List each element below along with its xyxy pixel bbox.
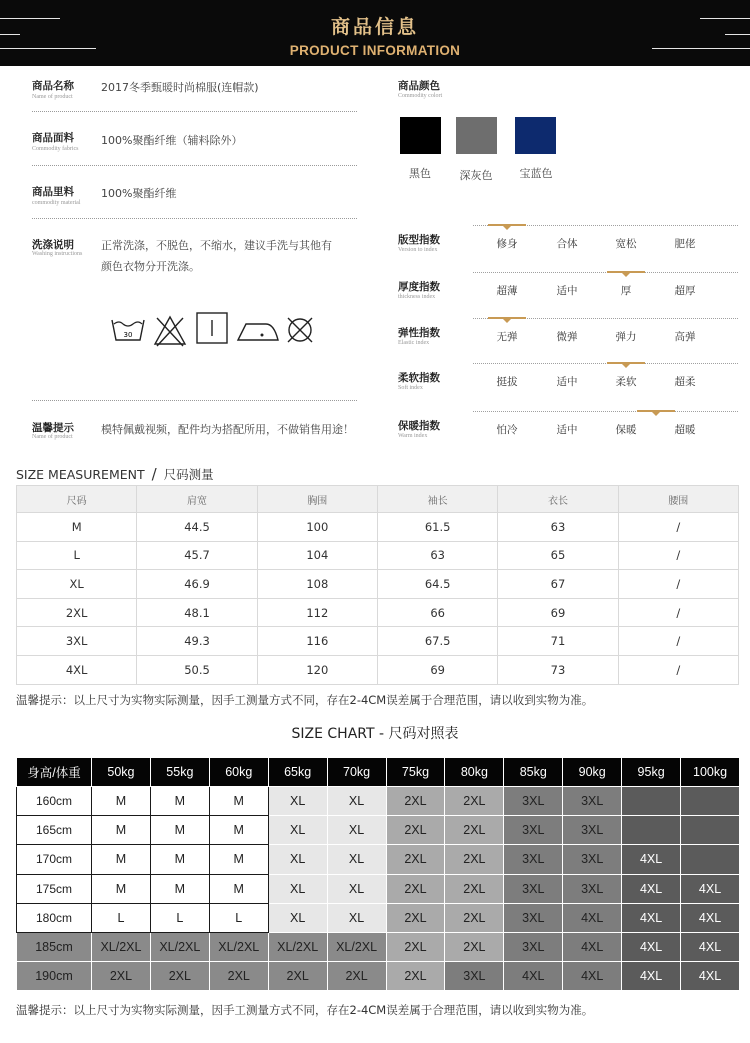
size-chart-cell: 3XL xyxy=(563,845,622,874)
wash-sublabel: Washing instructions xyxy=(32,251,83,257)
measurement-cell: / xyxy=(618,513,738,542)
measurement-cell: 49.3 xyxy=(137,627,257,656)
size-chart-cell: 2XL xyxy=(445,932,504,961)
size-chart-row xyxy=(17,845,740,874)
size-chart-header-cell: 80kg xyxy=(445,758,504,787)
size-chart-cell xyxy=(622,787,681,816)
size-chart-cell: M xyxy=(150,845,209,874)
divider xyxy=(32,218,357,219)
wash-value-line1: 正常洗涤，不脱色，不缩水，建议手洗与其他有 xyxy=(101,239,332,252)
size-chart-cell: 2XL xyxy=(445,874,504,903)
size-chart-cell: M xyxy=(209,874,268,903)
index-selected-marker xyxy=(607,271,645,273)
divider xyxy=(32,165,357,166)
measurement-cell: 73 xyxy=(498,655,618,684)
measurement-cell: 64.5 xyxy=(377,570,497,599)
size-chart-cell: 4XL xyxy=(622,932,681,961)
measurement-cell: 104 xyxy=(257,541,377,570)
color-label: 商品颜色 xyxy=(398,80,440,92)
size-chart-cell: M xyxy=(150,816,209,845)
measurement-title-cn: 尺码测量 xyxy=(163,467,214,482)
measurement-cell: / xyxy=(618,541,738,570)
page-title: 商品信息 xyxy=(330,16,419,38)
size-chart-cell: 4XL xyxy=(681,962,740,991)
index-option: 厚 xyxy=(620,285,632,297)
index-label: 弹性指数 xyxy=(398,327,440,339)
size-chart-header-cell: 65kg xyxy=(268,758,327,787)
size-chart-cell: 2XL xyxy=(386,874,445,903)
measurement-cell: 50.5 xyxy=(137,655,257,684)
size-chart-cell: M xyxy=(92,816,151,845)
size-chart-cell xyxy=(622,816,681,845)
measurement-row xyxy=(17,598,739,627)
no-bleach-icon xyxy=(153,314,187,348)
size-chart-header-cell: 55kg xyxy=(150,758,209,787)
size-chart-header-cell: 85kg xyxy=(504,758,563,787)
measurement-row xyxy=(17,570,739,599)
size-chart-header-row xyxy=(17,758,740,787)
measurement-cell: 112 xyxy=(257,598,377,627)
index-option: 适中 xyxy=(556,285,578,297)
size-chart-cell: 3XL xyxy=(504,874,563,903)
lining-sublabel: commodity material xyxy=(32,200,81,206)
measurement-cell: 2XL xyxy=(17,598,137,627)
wash-30-icon xyxy=(110,316,146,344)
tip-label: 温馨提示 xyxy=(32,422,74,434)
size-chart-height-cell: 160cm xyxy=(17,787,92,816)
size-chart-cell: L xyxy=(209,903,268,932)
index-label: 保暖指数 xyxy=(398,420,440,432)
measurement-cell: 48.1 xyxy=(137,598,257,627)
index-option: 适中 xyxy=(556,424,578,436)
header-banner xyxy=(0,0,750,66)
size-chart-cell: XL xyxy=(327,816,386,845)
index-option: 适中 xyxy=(556,376,578,388)
color-swatch-dark-gray[interactable] xyxy=(456,117,497,154)
index-option: 超暖 xyxy=(674,424,696,436)
index-option: 超薄 xyxy=(496,285,518,297)
size-chart-cell: 2XL xyxy=(386,816,445,845)
size-chart-table xyxy=(16,757,740,991)
size-chart-cell: 2XL xyxy=(386,932,445,961)
size-chart-cell: XL xyxy=(327,787,386,816)
index-sublabel: thickness index xyxy=(398,294,436,300)
size-chart-cell: XL xyxy=(268,874,327,903)
size-chart-cell: 3XL xyxy=(504,903,563,932)
index-selected-marker xyxy=(488,224,526,226)
size-chart-cell: XL/2XL xyxy=(327,932,386,961)
measurement-cell: 45.7 xyxy=(137,541,257,570)
size-chart-cell: XL xyxy=(268,903,327,932)
index-sublabel: Soft index xyxy=(398,385,423,391)
divider xyxy=(32,111,357,112)
size-chart-height-cell: 190cm xyxy=(17,962,92,991)
size-chart-cell: 2XL xyxy=(327,962,386,991)
size-chart-cell: XL xyxy=(327,903,386,932)
index-sublabel: Warm index xyxy=(398,433,428,439)
size-chart-cell xyxy=(681,787,740,816)
size-chart-header-cell: 100kg xyxy=(681,758,740,787)
product-name-sublabel: Name of product xyxy=(32,94,73,100)
size-chart-cell: 3XL xyxy=(445,962,504,991)
wash-value-line2: 颜色衣物分开洗涤。 xyxy=(101,260,200,273)
index-option: 修身 xyxy=(496,238,518,250)
index-label: 厚度指数 xyxy=(398,281,440,293)
measurement-row xyxy=(17,627,739,656)
measurement-cell: / xyxy=(618,598,738,627)
size-chart-cell: 4XL xyxy=(622,962,681,991)
measurement-cell: XL xyxy=(17,570,137,599)
size-chart-cell: 2XL xyxy=(386,962,445,991)
fabric-sublabel: Commodity fabrics xyxy=(32,146,79,152)
size-chart-cell: 2XL xyxy=(209,962,268,991)
size-chart-header-cell: 95kg xyxy=(622,758,681,787)
measurement-header-cell: 袖长 xyxy=(377,486,497,513)
index-sublabel: Version to index xyxy=(398,247,438,253)
size-chart-cell: 3XL xyxy=(563,787,622,816)
size-chart-cell: M xyxy=(92,845,151,874)
size-chart-cell: M xyxy=(92,787,151,816)
color-sublabel: Commodity colort xyxy=(398,93,443,99)
index-option: 超柔 xyxy=(674,376,696,388)
size-chart-cell: L xyxy=(150,903,209,932)
index-label: 版型指数 xyxy=(398,234,440,246)
size-chart-cell: XL/2XL xyxy=(209,932,268,961)
index-scale-line xyxy=(473,272,738,273)
size-chart-cell: 4XL xyxy=(681,903,740,932)
index-option: 怕冷 xyxy=(496,424,518,436)
measurement-table xyxy=(16,485,739,685)
size-chart-cell: XL xyxy=(327,874,386,903)
size-chart-cell: 4XL xyxy=(622,874,681,903)
measurement-cell: 67.5 xyxy=(377,627,497,656)
wash-label: 洗涤说明 xyxy=(32,239,74,251)
size-chart-header-cell: 身高/体重 xyxy=(17,758,92,787)
size-chart-header-cell: 50kg xyxy=(92,758,151,787)
size-chart-cell: 2XL xyxy=(386,787,445,816)
color-name: 宝蓝色 xyxy=(519,167,553,180)
fabric-label: 商品面料 xyxy=(32,132,74,144)
size-chart-cell: 4XL xyxy=(622,845,681,874)
tip-value: 模特佩戴视频，配件均为搭配所用，不做销售用途！ xyxy=(101,423,354,436)
size-chart-cell: 2XL xyxy=(445,787,504,816)
index-option: 宽松 xyxy=(615,238,637,250)
size-chart-cell: 3XL xyxy=(504,816,563,845)
size-chart-cell: 4XL xyxy=(563,903,622,932)
size-chart-row xyxy=(17,787,740,816)
measurement-cell: / xyxy=(618,627,738,656)
measurement-cell: 4XL xyxy=(17,655,137,684)
size-chart-row xyxy=(17,903,740,932)
index-option: 挺拔 xyxy=(496,376,518,388)
size-chart-cell: 4XL xyxy=(563,962,622,991)
size-chart-cell: XL xyxy=(268,816,327,845)
size-chart-height-cell: 165cm xyxy=(17,816,92,845)
size-chart-height-cell: 180cm xyxy=(17,903,92,932)
measurement-cell: 65 xyxy=(498,541,618,570)
size-chart-cell: 4XL xyxy=(563,932,622,961)
size-chart-title: SIZE CHART - 尺码对照表 xyxy=(291,726,459,742)
size-chart-row xyxy=(17,962,740,991)
size-chart-header-cell: 60kg xyxy=(209,758,268,787)
size-chart-cell: M xyxy=(150,787,209,816)
measurement-header-cell: 胸围 xyxy=(257,486,377,513)
size-chart-row xyxy=(17,816,740,845)
size-chart-cell: 2XL xyxy=(92,962,151,991)
measurement-title-en: SIZE MEASUREMENT xyxy=(16,467,145,482)
measurement-cell: M xyxy=(17,513,137,542)
size-chart-height-cell: 185cm xyxy=(17,932,92,961)
size-chart-cell: M xyxy=(209,845,268,874)
measurement-cell: 63 xyxy=(498,513,618,542)
measurement-cell: 46.9 xyxy=(137,570,257,599)
size-chart-cell: M xyxy=(92,874,151,903)
size-chart-cell: 2XL xyxy=(268,962,327,991)
index-option: 高弹 xyxy=(674,331,696,343)
product-name-value: 2017冬季甄暖时尚棉服(连帽款) xyxy=(101,81,259,94)
size-chart-cell: M xyxy=(150,874,209,903)
measurement-cell: 61.5 xyxy=(377,513,497,542)
size-chart-cell: XL xyxy=(268,787,327,816)
color-name: 黑色 xyxy=(409,167,431,180)
measurement-cell: 63 xyxy=(377,541,497,570)
size-chart-note: 温馨提示：以上尺寸为实物实际测量，因手工测量方式不同，存在2-4CM误差属于合理范围，请以收到实物为准。 xyxy=(16,1003,594,1017)
lining-value: 100%聚酯纤维 xyxy=(101,187,177,200)
measurement-cell: / xyxy=(618,570,738,599)
measurement-cell: 116 xyxy=(257,627,377,656)
measurement-title xyxy=(16,465,214,483)
no-dry-clean-icon xyxy=(285,314,315,346)
index-option: 肥佬 xyxy=(674,238,696,250)
measurement-cell: 67 xyxy=(498,570,618,599)
index-option: 无弹 xyxy=(496,331,518,343)
index-option: 弹力 xyxy=(615,331,637,343)
tip-sublabel: Name of product xyxy=(32,434,73,440)
size-chart-cell: 2XL xyxy=(150,962,209,991)
divider xyxy=(32,400,357,401)
size-chart-cell xyxy=(681,816,740,845)
index-option: 合体 xyxy=(556,238,578,250)
measurement-header-cell: 衣长 xyxy=(498,486,618,513)
size-chart-cell xyxy=(681,845,740,874)
tumble-dry-icon xyxy=(196,312,228,344)
index-scale-line xyxy=(473,411,738,412)
measurement-cell: 100 xyxy=(257,513,377,542)
measurement-cell: 71 xyxy=(498,627,618,656)
measurement-row xyxy=(17,513,739,542)
size-chart-header-cell: 70kg xyxy=(327,758,386,787)
size-chart-height-cell: 170cm xyxy=(17,845,92,874)
iron-icon xyxy=(236,316,280,344)
color-name: 深灰色 xyxy=(459,169,493,182)
measurement-header-row xyxy=(17,486,739,513)
index-label: 柔软指数 xyxy=(398,372,440,384)
index-sublabel: Elastic index xyxy=(398,340,430,346)
size-chart-cell: M xyxy=(209,787,268,816)
index-option: 柔软 xyxy=(615,376,637,388)
index-option: 超厚 xyxy=(674,285,696,297)
size-chart-cell: 3XL xyxy=(563,874,622,903)
page-subtitle: PRODUCT INFORMATION xyxy=(289,43,461,58)
size-chart-cell: 3XL xyxy=(504,845,563,874)
measurement-row xyxy=(17,541,739,570)
measurement-cell: / xyxy=(618,655,738,684)
color-swatch-black[interactable] xyxy=(400,117,441,154)
size-chart-cell: 2XL xyxy=(445,903,504,932)
size-chart-cell: 3XL xyxy=(504,932,563,961)
size-chart-cell: 4XL xyxy=(622,903,681,932)
size-chart-cell: 2XL xyxy=(386,903,445,932)
measurement-cell: L xyxy=(17,541,137,570)
size-chart-cell: L xyxy=(92,903,151,932)
measurement-note: 温馨提示：以上尺寸为实物实际测量，因手工测量方式不同，存在2-4CM误差属于合理范围，请以收到实物为准。 xyxy=(16,693,594,707)
index-scale-line xyxy=(473,363,738,364)
measurement-title-sep: / xyxy=(151,465,157,483)
size-chart-cell: 4XL xyxy=(681,874,740,903)
measurement-row xyxy=(17,655,739,684)
measurement-cell: 69 xyxy=(377,655,497,684)
size-chart-row xyxy=(17,932,740,961)
size-chart-row xyxy=(17,874,740,903)
size-chart-cell: XL/2XL xyxy=(150,932,209,961)
size-chart-cell: XL/2XL xyxy=(92,932,151,961)
measurement-cell: 120 xyxy=(257,655,377,684)
size-chart-cell: XL/2XL xyxy=(268,932,327,961)
measurement-cell: 108 xyxy=(257,570,377,599)
measurement-cell: 3XL xyxy=(17,627,137,656)
measurement-header-cell: 尺码 xyxy=(17,486,137,513)
size-chart-height-cell: 175cm xyxy=(17,874,92,903)
fabric-value: 100%聚酯纤维（辅料除外） xyxy=(101,134,243,147)
color-swatch-royal-blue[interactable] xyxy=(515,117,556,154)
product-name-label: 商品名称 xyxy=(32,80,74,92)
size-chart-cell: 2XL xyxy=(386,845,445,874)
size-chart-cell: XL xyxy=(327,845,386,874)
measurement-cell: 44.5 xyxy=(137,513,257,542)
index-selected-marker xyxy=(488,317,526,319)
measurement-cell: 69 xyxy=(498,598,618,627)
size-chart-cell: XL xyxy=(268,845,327,874)
size-chart-cell: 3XL xyxy=(504,787,563,816)
size-chart-header-cell: 90kg xyxy=(563,758,622,787)
measurement-cell: 66 xyxy=(377,598,497,627)
index-option: 保暖 xyxy=(615,424,637,436)
index-selected-marker xyxy=(607,362,645,364)
measurement-header-cell: 腰围 xyxy=(618,486,738,513)
lining-label: 商品里料 xyxy=(32,186,74,198)
index-selected-marker xyxy=(637,410,675,412)
size-chart-cell: 4XL xyxy=(681,932,740,961)
index-option: 微弹 xyxy=(556,331,578,343)
size-chart-cell: 2XL xyxy=(445,845,504,874)
size-chart-cell: 2XL xyxy=(445,816,504,845)
size-chart-cell: 3XL xyxy=(563,816,622,845)
size-chart-cell: 4XL xyxy=(504,962,563,991)
size-chart-header-cell: 75kg xyxy=(386,758,445,787)
measurement-header-cell: 肩宽 xyxy=(137,486,257,513)
wash-temperature: 30 xyxy=(123,331,133,339)
size-chart-cell: M xyxy=(209,816,268,845)
